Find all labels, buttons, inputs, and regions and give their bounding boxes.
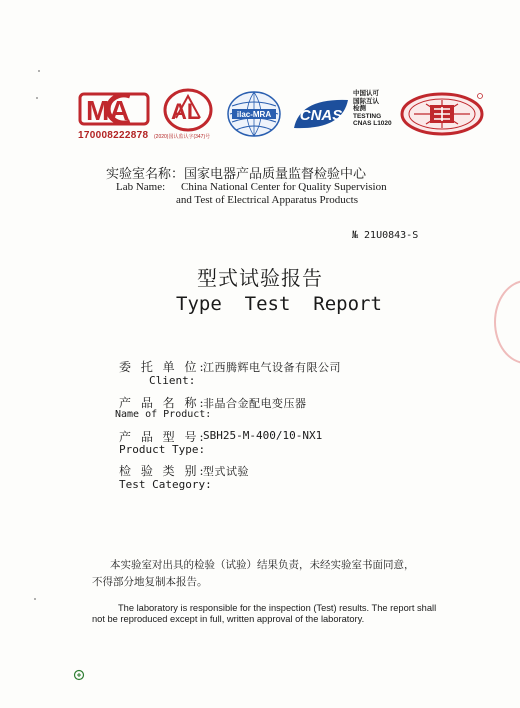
red-seal-stamp-edge <box>494 280 520 364</box>
client-value: 江西腾辉电气设备有限公司 <box>203 361 341 374</box>
test-category-value: 型式试验 <box>203 465 249 478</box>
cma-logo-icon <box>78 88 150 128</box>
scan-speck <box>34 598 36 600</box>
scan-speck <box>38 70 40 72</box>
lab-name-en-line1: China National Center for Quality Supervision <box>181 181 387 193</box>
client-label-en: Client: <box>149 374 196 387</box>
cal-logo-icon <box>162 88 214 132</box>
product-name-label-cn: 产 品 名 称: <box>119 396 207 410</box>
cnas-cn-line1: 中国认可 <box>353 90 379 97</box>
center-logo-icon <box>400 92 486 136</box>
product-type-label-cn: 产 品 型 号: <box>119 430 207 444</box>
test-category-label-cn: 检 验 类 别: <box>119 464 207 478</box>
client-label-cn: 委 托 单 位: <box>119 360 207 374</box>
cnas-en-line1: TESTING <box>353 112 382 120</box>
report-title-cn: 型式试验报告 <box>197 266 323 290</box>
svg-text:CNAS: CNAS <box>299 107 343 124</box>
product-type-value: SBH25-M-400/10-NX1 <box>203 429 323 442</box>
lab-name-en-line2: and Test of Electrical Apparatus Products <box>176 194 359 206</box>
cnas-cn-line2: 国际互认 <box>353 97 379 105</box>
accreditation-logos <box>78 88 498 144</box>
lab-name-label-en: Lab Name: <box>116 181 166 193</box>
disclaimer-en-line2: not be reproduced except in full, written approval of the laboratory. <box>92 614 365 624</box>
ilac-mra-logo-icon <box>226 90 282 138</box>
product-type-label-en: Product Type: <box>119 443 206 456</box>
svg-text:ilac-MRA: ilac-MRA <box>236 110 272 119</box>
cnas-accreditation-text <box>353 90 392 128</box>
svg-text:AL: AL <box>171 99 201 124</box>
disclaimer-en-line1: The laboratory is responsible for the inspection (Test) results. The report shall <box>118 603 437 613</box>
cma-number: 170008222878 <box>78 130 149 141</box>
cnas-en-line2: CNAS L1020 <box>353 120 392 127</box>
product-name-value: 非晶合金配电变压器 <box>203 397 307 410</box>
cnas-cn-line3: 检测 <box>353 105 366 112</box>
product-name-label-en: Name of Product: <box>115 409 212 420</box>
cnas-logo-icon <box>290 94 352 134</box>
scan-speck <box>36 97 38 99</box>
footer-mark-icon <box>73 669 85 681</box>
report-title-en: Type Test Report <box>176 293 382 315</box>
disclaimer-cn-line2: 不得部分地复制本报告。 <box>92 576 208 588</box>
disclaimer-cn-line1: 本实验室对出具的检验（试验）结果负责，未经实验室书面同意， <box>110 559 415 571</box>
report-number: № 21U0843-S <box>352 230 419 241</box>
lab-name-cn: 实验室名称：国家电器产品质量监督检验中心 <box>106 167 367 182</box>
cal-number: (2020)国认监认字(347)号 <box>154 134 211 140</box>
test-category-label-en: Test Category: <box>119 478 212 491</box>
svg-text:MA: MA <box>86 95 130 126</box>
